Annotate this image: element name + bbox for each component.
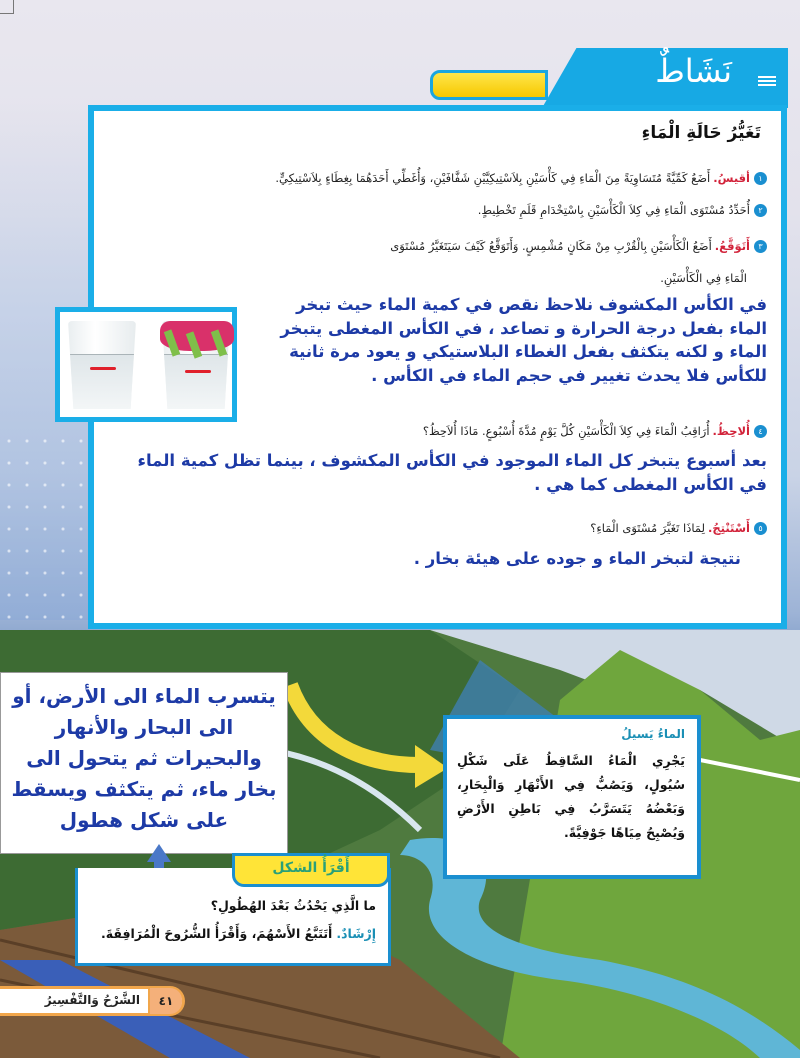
step-keyword: أقيسُ. [713,171,750,185]
step-keyword: أَسْتَنْتِجُ. [708,521,750,535]
read-figure-question: ما الَّذِي يَحْدُثُ بَعْدَ الهُطُولِ؟ [210,898,376,913]
step-number-badge: ٣ [754,240,767,253]
step-text: لِمَاذَا تَغَيَّرَ مُسْتَوَى الْمَاءِ؟ [590,521,705,535]
step-number-badge: ٢ [754,204,767,217]
seep-answer-box [0,672,288,854]
step-keyword: أُلاحِظُ. [712,424,750,438]
step-text: أَضَعُ الْكَأْسَيْنِ بِالْقُرْبِ مِنْ مَكَانٍ مُشْمِسٍ. وَأَتَوَقَّعُ كَيْفَ سَيَتَغَيَّرُ مُسْتَوَى [390,239,712,253]
step-text: أَضَعُ كَمِّيَّةً مُتَسَاوِيَةً مِنَ الْمَاءِ فِي كَأْسَيْنِ بِلاَسْتِيكِيَّيْنِ شَفَّافَيْنِ، وَأُغَطِّي أَحَدَهُمَا بِغِطَاءٍ بِلاَسْتِيكِيٍّ. [275,171,711,185]
footer-section-label: الشَّرْحُ وَالتَّفْسِيرُ [44,993,140,1007]
step-number-badge: ٥ [754,522,767,535]
glass-water [68,354,136,409]
activity-title: تَغَيُّرُ حَالَةِ الْمَاءِ [641,123,761,143]
hint-text: أَتَتَبَّعُ الأَسْهُمَ، وَأَقْرَأُ الشُّرُوحَ الْمُرَافِقَةَ. [101,926,333,941]
water-flows-title: الماءُ يَسيلُ [621,727,685,741]
water-flows-text: يَجْرِي الْمَاءُ السَّاقِطُ عَلَى شَكْلِ سُيُولٍ، وَيَصُبُّ فِي الأَنْهَارِ وَالْبِحَارِ، وَبَعْضُهُ يَتَسَرَّبُ فِي بَاطِنِ الأَرْضِ وَيُصْبِحُ مِيَاهًا جَوْفِيَّةً. [457,753,685,840]
crop-mark [0,0,14,14]
answer-step-3: في الكأس المكشوف نلاحظ نقص في كمية الماء حيث تبخر الماء بفعل درجة الحرارة و تصاعد ، في الكأس المغطى يتبخر الماء و لكنه يتكثف بفعل الغطاء البلاستيكي و يعود مرة ثانية للكأس فلا يحدث تغيير في حجم الماء في الكأس . [280,295,767,385]
seep-answer-text: يتسرب الماء الى الأرض، أو الى البحار والأنهار والبحيرات ثم يتحول الى بخار ماء، ثم يتكثف ويسقط على شكل هطول [11,684,277,832]
glasses-photo [55,307,237,422]
curved-arrow-icon [280,680,450,790]
step-text: أُحَدِّدُ مُسْتَوَى الْمَاءِ فِي كِلاَ الْكَأْسَيْنِ بِاسْتِخْدَامِ قَلَمِ تَخْطِيطٍ. [477,203,750,217]
water-level-mark [185,370,211,373]
uncovered-glass [68,321,136,409]
rain-sparkles [0,430,90,630]
step-3-line-2: الْمَاءِ فِي الْكَأْسَيْنِ. [660,271,747,285]
menu-lines-icon [758,76,776,86]
read-figure-hint [101,926,376,941]
tab-yellow-bar [430,70,548,100]
read-figure-tab [232,853,390,887]
step-5 [590,521,767,535]
step-2 [478,203,767,217]
read-figure-title: أَقْرَأُ الشكل [272,860,350,876]
activity-tab [430,48,788,108]
step-4 [423,424,767,438]
glass-water [162,354,230,409]
step-text: أُرَاقِبُ الْمَاءَ فِي كِلاَ الْكَأْسَيْنِ كُلَّ يَوْمٍ مُدَّةَ أُسْبُوعٍ. مَاذَا أُلاَحِظُ؟ [422,424,710,438]
step-number-badge: ٤ [754,425,767,438]
answer-step-4: بعد أسبوع يتبخر كل الماء الموجود في الكأس المكشوف ، بينما تظل كمية الماء في الكأس المغطى كما هي . [137,451,767,494]
answer-step-5: نتيجة لتبخر الماء و جوده على هيئة بخار . [413,549,741,568]
step-number-badge: ١ [754,172,767,185]
step-3 [390,239,767,253]
step-1 [275,171,767,185]
water-flows-box [443,715,701,879]
hint-keyword: إِرْشَادٌ. [336,926,376,941]
activity-tab-label: نَشَاطٌ [655,52,732,90]
water-level-mark [90,367,116,370]
page-number: ٤١ [148,988,182,1014]
step-keyword: أَتَوَقَّعُ. [714,239,750,253]
